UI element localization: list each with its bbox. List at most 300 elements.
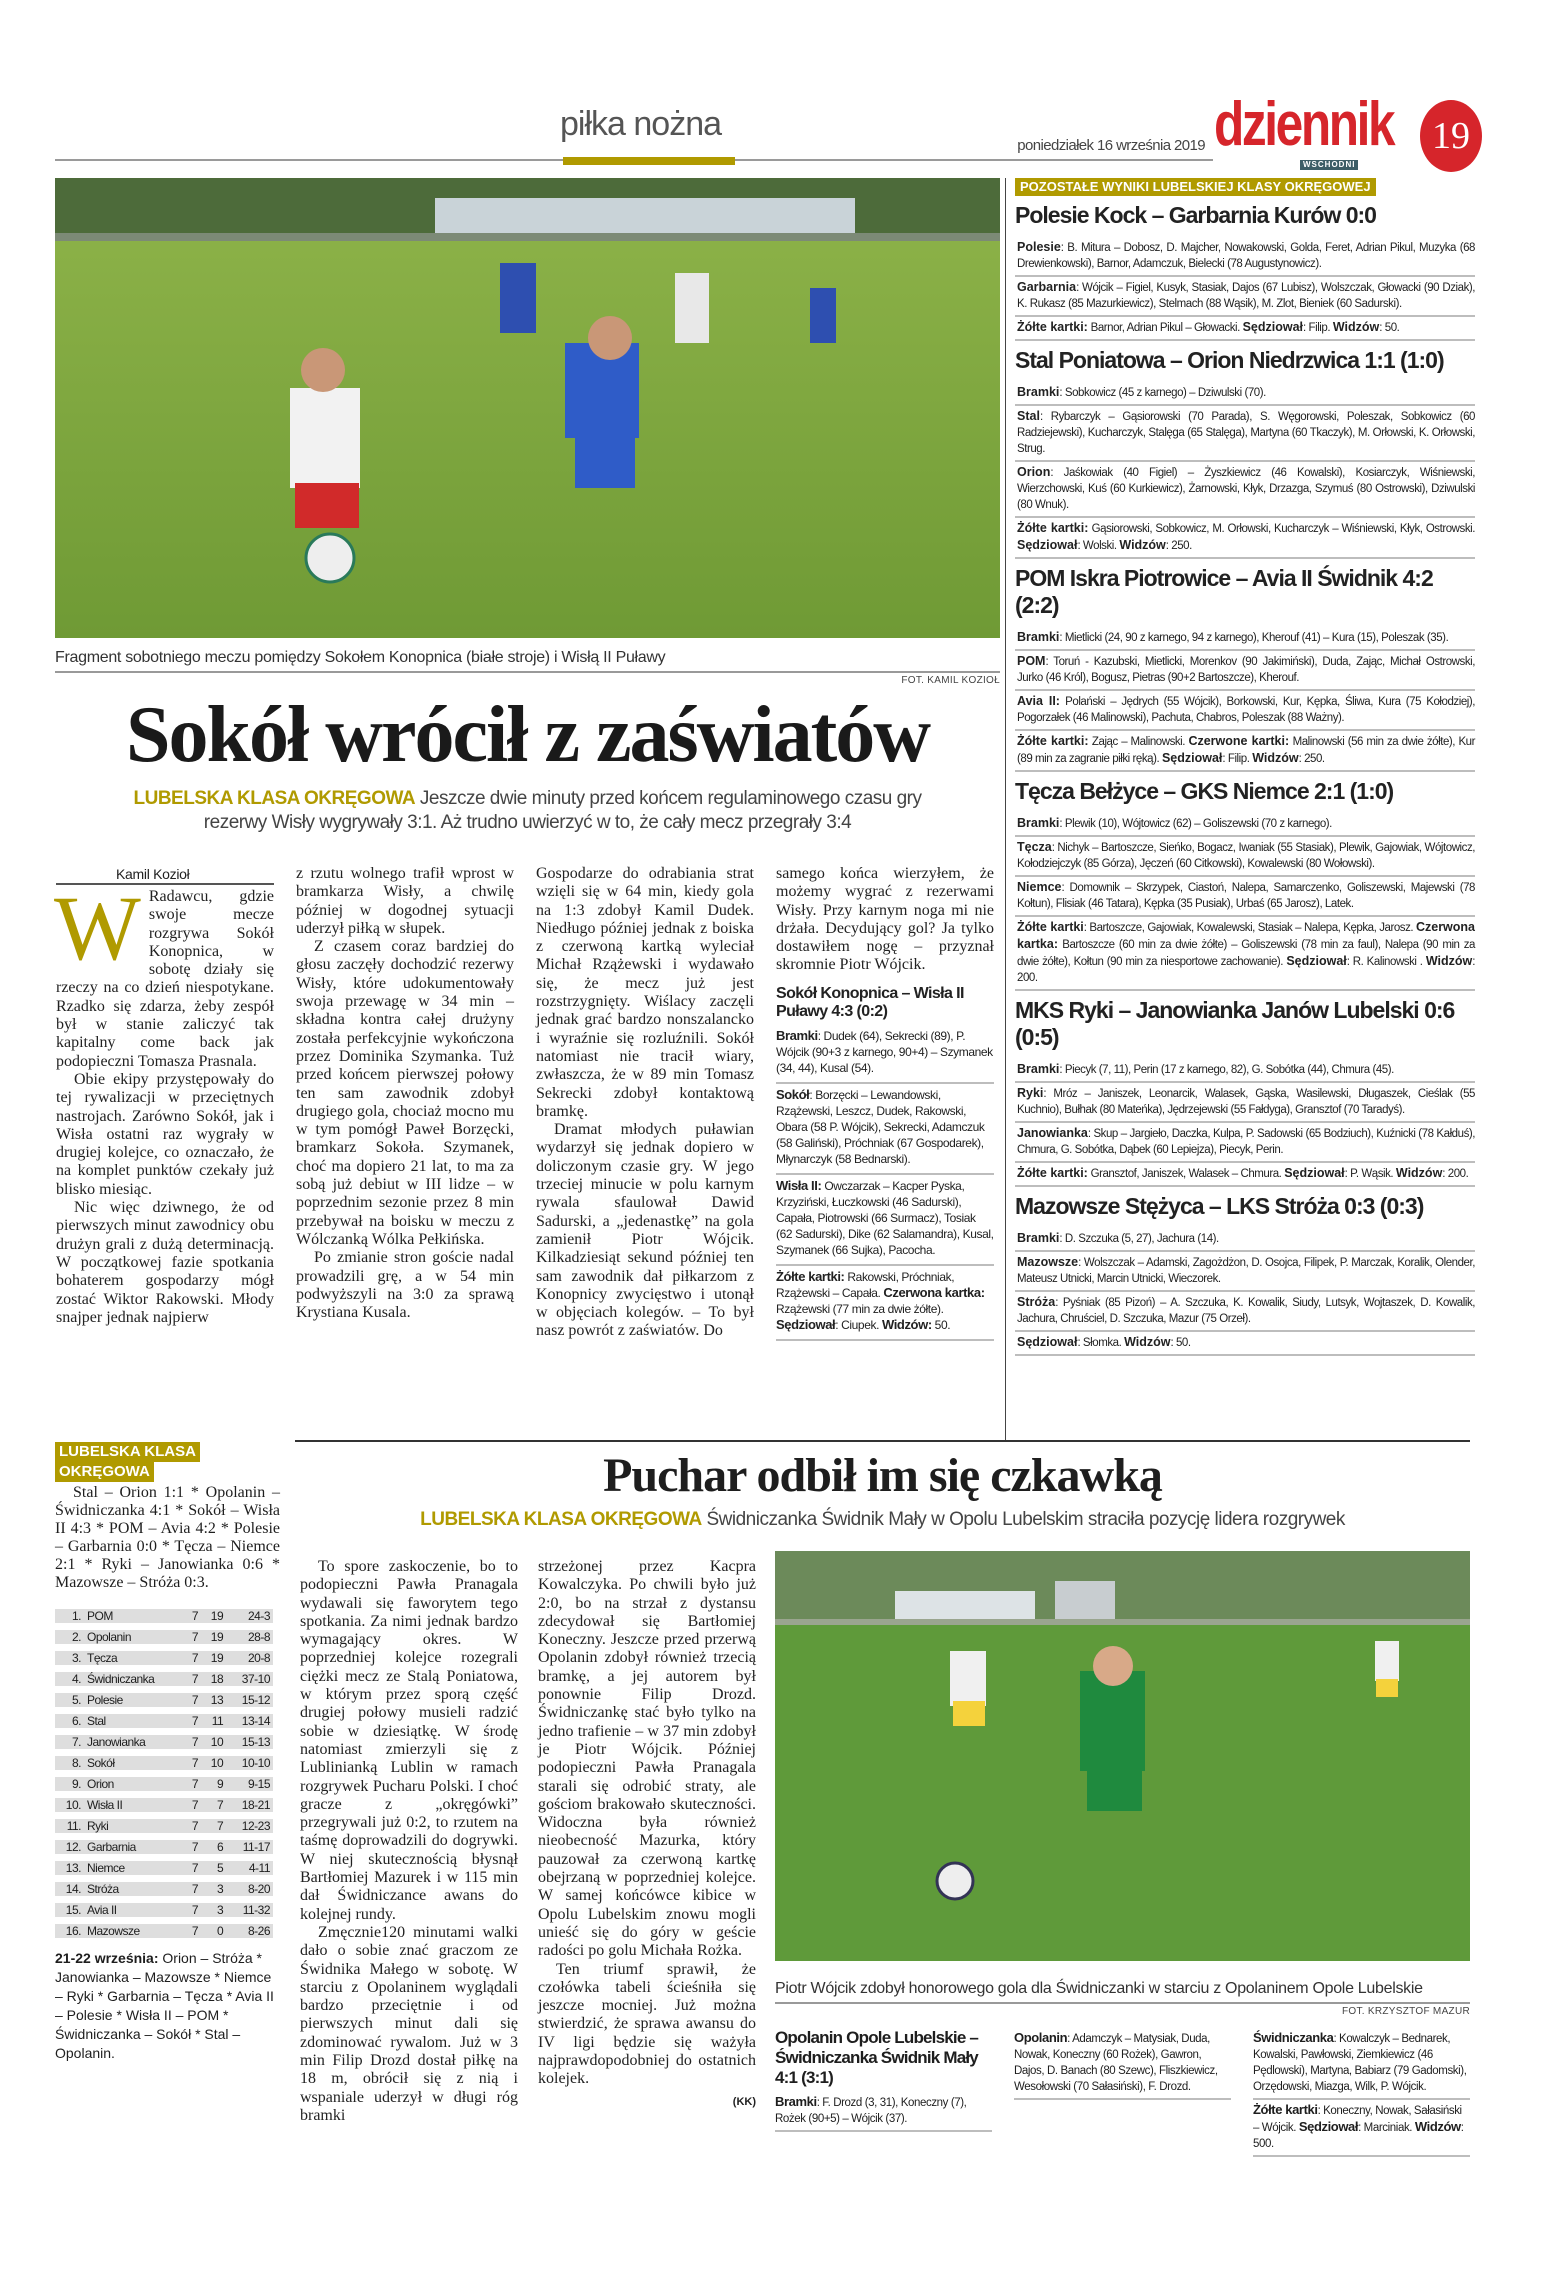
article2-column-2 (538, 1558, 756, 2109)
deck-kicker: LUBELSKA KLASA OKRĘGOWA (133, 788, 416, 809)
detail-label: Bramki (1017, 816, 1060, 830)
match-detail-line (776, 1025, 994, 1084)
detail-label: Sędziował (1242, 320, 1304, 334)
detail-label: Garbarnia (1017, 280, 1077, 294)
detail-text: Barnor, Adrian Pikul – Głowacki. (1087, 322, 1243, 334)
cell-points: 3 (201, 1882, 226, 1896)
match-report-box (776, 985, 994, 1341)
match-result (1015, 347, 1475, 559)
detail-label: Stal (1017, 409, 1040, 423)
detail-label: Widzów (1332, 320, 1380, 334)
detail-text: Malinowski (56 min za dwie żółte), Kur (89 min za zagranie piłki ręką). (1017, 736, 1476, 765)
paragraph-text: Radawcu, gdzie swoje mecze rozgrywa Sokół Konopnica, w sobotę działy się rzeczy na co dzień niespotykane. Rzadko się zdarza, żeby zespół był w stanie zaliczyć tak kapitalny come back jak podopieczni Tomasza Prasnala. (56, 888, 274, 1070)
detail-label: Żółte kartki: (1017, 521, 1089, 535)
detail-label: Czerwona kartka: (1017, 920, 1476, 951)
cell-team: Sokół (84, 1756, 184, 1770)
caption-divider (775, 2002, 1470, 2004)
cell-team: Garbarnia (84, 1840, 184, 1854)
detail-label: Widzów (1395, 1166, 1443, 1180)
match-detail-line (1015, 1228, 1475, 1252)
match-report-box-2 (775, 2028, 1470, 2157)
newspaper-logo: dziennik (1214, 90, 1394, 159)
match-result (1015, 202, 1475, 341)
match-result (1015, 1193, 1475, 1356)
deck-text: Świdniczanka Świdnik Mały w Opolu Lubelskim straciła pozycję lidera rozgrywek (701, 1509, 1345, 1530)
detail-text: : Ciupek. (835, 1317, 882, 1332)
detail-label: Sędziował (1017, 1335, 1078, 1349)
issue-date: poniedziałek 16 września 2019 (1017, 137, 1205, 154)
cell-goals: 10-10 (226, 1756, 273, 1770)
cell-games: 7 (184, 1693, 201, 1707)
photo-credit: FOT. KAMIL KOZIOŁ (901, 675, 1000, 686)
match-detail-line (775, 2092, 992, 2132)
cell-goals: 18-21 (226, 1798, 273, 1812)
cell-position: 11. (55, 1819, 84, 1833)
detail-label: Avia II: (1017, 694, 1060, 708)
cell-games: 7 (184, 1924, 201, 1938)
next-round-text: Orion – Stróża * Janowianka – Mazowsze * Niemce – Ryki * Garbarnia – Tęcza * Avia II – Polesie * Wisła II – POM * Świdniczanka – Sokół * Stal – Opolanin. (55, 1950, 274, 2061)
cell-team: Opolanin (84, 1630, 184, 1644)
paragraph: Zmęcznie120 minutami walki dało o sobie znać graczom ze Świdnika Małego w sobotę. W starciu z Opolaninem wyglądali bardzo przeciętnie i od pierwszych minut dali się zdominować rywalom. Już w 3 min Filip Drozd dostał piłkę na 18 m, obrócił się z nią i wspaniale uderzył w długi róg bramki (300, 1923, 518, 2124)
table-row (55, 1903, 273, 1917)
detail-text: 50. (931, 1317, 951, 1332)
cell-position: 5. (55, 1693, 84, 1707)
match-result (1015, 778, 1475, 991)
detail-text: : F. Drozd (3, 31), Koneczny (7), Rożek (90+5) – Wójcik (37). (775, 2097, 967, 2125)
detail-label: Czerwone kartki: (1188, 734, 1290, 748)
cell-team: Stal (84, 1714, 184, 1728)
cell-goals: 20-8 (226, 1651, 273, 1665)
detail-label: Żółte kartki: (776, 1268, 845, 1284)
article-column-3 (536, 865, 754, 1341)
cell-games: 7 (184, 1798, 201, 1812)
cell-goals: 13-14 (226, 1714, 273, 1728)
cell-games: 7 (184, 1861, 201, 1875)
article-column-1 (56, 865, 274, 1327)
article2-photo-block (775, 1558, 1470, 2157)
detail-label: Widzów (1252, 751, 1299, 765)
match-photo-sokol-wisla (55, 178, 1000, 638)
detail-text: Polański – Jędrych (55 Wójcik), Borkowski, Kur, Kępka, Śliwa, Kura (75 Kołodziej), Pogorzałek (46 Malinowski), Pachuta, Chabros, Poleszak (88 Ważny). (1017, 696, 1475, 724)
detail-text: : Sobkowicz (45 z karnego) – Dziwulski (70). (1059, 387, 1266, 399)
detail-label: Orion (1017, 465, 1051, 479)
deck-text: Jeszcze dwie minuty przed końcem regulaminowego czasu gry rezerwy Wisły wygrywały 3:1. Aż trudno uwierzyć w to, że cały mecz przegrały 3:4 (203, 788, 922, 833)
match-detail-line (1015, 237, 1475, 277)
photo-caption: Fragment sobotniego meczu pomiędzy Sokołem Konopnica (białe stroje) i Wisłą II Puławy (55, 649, 666, 666)
detail-text: : Nichyk – Bartoszcze, Sieńko, Bogacz, Iwaniak (55 Stasiak), Plewik, Gajowiak, Wójtowicz, Kołodziejczyk (85 Górza), Jęczeń (60 Citkowski), Kowalewski (80 Wołowski). (1017, 842, 1475, 870)
paragraph: Nic więc dziwnego, że od pierwszych minut zawodnicy obu drużyn grali z dużą determinacją. W początkowej fazie spotkania bohaterem gospodarzy mógł zostać Wiktor Rakowski. Młody snajper jednak najpierw (56, 1199, 274, 1326)
other-results-panel (1015, 178, 1475, 1356)
match-title: Stal Poniatowa – Orion Niedrzwica 1:1 (1:0) (1015, 347, 1444, 373)
detail-text: Owczarzak – Kacper Pyska, Krzyziński, Łuczkowski (46 Sadurski), Capała, Piotrowski (66 Surmacz), Tosiak (62 Sadurski), Dike (62 Salamandra), Kusal, Szymanek (66 Sujka), Pacocha. (776, 1178, 994, 1257)
match-detail-line (1015, 651, 1475, 691)
cell-points: 7 (201, 1798, 226, 1812)
detail-text: : 200. (1017, 956, 1475, 984)
cell-position: 13. (55, 1861, 84, 1875)
match-title: Polesie Kock – Garbarnia Kurów 0:0 (1015, 202, 1376, 228)
detail-label: Bramki (775, 2094, 817, 2109)
table-row (55, 1735, 273, 1749)
cell-team: Niemce (84, 1861, 184, 1875)
cell-points: 19 (201, 1651, 226, 1665)
detail-label: Żółte kartki: (1017, 734, 1089, 748)
detail-text: Gąsiorowski, Sobkowicz, M. Orłowski, Kucharczyk – Wiśniewski, Kłyk, Ostrowski. (1088, 523, 1475, 535)
detail-text: : P. Wąsik. (1344, 1168, 1396, 1180)
cell-games: 7 (184, 1672, 201, 1686)
article2-column-1 (300, 1558, 518, 2125)
detail-text: : Rybarczyk – Gąsiorowski (70 Parada), S. Węgorowski, Poleszak, Sobkowicz (60 Radziejewski), Kucharczyk, Stalęga (65 Stalęga), Martyna (60 Tkaczyk), M. Orłowski, K. Orłowski, Strug. (1017, 411, 1475, 455)
photo-image (775, 1551, 1470, 1961)
detail-label: Sędziował (1017, 538, 1078, 552)
detail-text: Bartoszcze (60 min za dwie żółte) – Goliszewski (78 min za faul), Nalepa (90 min za dwie żółte), Kołtun (90 min za niesportowe zachowanie). (1017, 939, 1475, 968)
detail-label: Świdniczanka (1253, 2030, 1334, 2045)
detail-text: : D. Szczuka (5, 27), Jachura (14). (1059, 1233, 1219, 1245)
cell-position: 7. (55, 1735, 84, 1749)
table-row (55, 1609, 273, 1623)
cell-position: 6. (55, 1714, 84, 1728)
cell-team: Polesie (84, 1693, 184, 1707)
detail-text: : 200. (1442, 1168, 1469, 1180)
detail-text: : Jaśkowiak (40 Figiel) – Żyszkiewicz (46 Kowalski), Kosiarczyk, Wiśniewski, Wierzchowski, Kuś (60 Kurkiewicz), Żarnowski, Kłyk, Drzazga, Szymuś (80 Ostrowski), Dziwulski (80 Wnuk). (1017, 467, 1475, 511)
cell-games: 7 (184, 1777, 201, 1791)
detail-text: : Mietlicki (24, 90 z karnego, 94 z karnego), Kherouf (41) – Kura (15), Poleszak (35). (1059, 632, 1449, 644)
section-title: piłka nożna (560, 105, 722, 143)
cell-position: 3. (55, 1651, 84, 1665)
detail-text: Gransztof, Janiszek, Walasek – Chmura. (1087, 1168, 1285, 1180)
paragraph: Z czasem coraz bardziej do głosu zaczęły dochodzić rezerwy Wisły, które udokumentowały swoja przewagę w 34 min – składna kontra całej drużyny została perfekcyjnie wykończona przez Dominika Szymanka. Tuż przed końcem pierwszej połowy ten sam zawodnik zdobył drugiego gola, chociaż mocno mu w tym pomógł Paweł Borzęcki, bramkarz Sokoła. Szymanek, choć ma dopiero 21 lat, to ma za sobą już debiut w III lidze – w poprzednim sezonie przez 8 min przebywał na boisku w meczu z Wólczanką Wólka Pełkińska. (296, 938, 514, 1248)
table-row (55, 1924, 273, 1938)
match-detail-line (1015, 462, 1475, 518)
cell-games: 7 (184, 1903, 201, 1917)
article-columns (55, 865, 1000, 1341)
sidebar-band: LUBELSKA KLASA (55, 1442, 200, 1462)
match-detail-line (1015, 406, 1475, 462)
match-detail-line (1015, 691, 1475, 731)
detail-text: : Piecyk (7, 11), Perin (17 z karnego, 82), G. Sobótka (44), Chmura (45). (1059, 1064, 1394, 1076)
page-number: 19 (1420, 100, 1482, 172)
paragraph: Obie ekipy przystępowały do tej rywalizacji w przeciętnych nastrojach. Zarówno Sokół, jak i Wisła ostatni raz wygrały w drugiej kolejce, co oznaczało, że na komplet punktów czekały już blisko miesiąc. (56, 1070, 274, 1198)
table-row (55, 1756, 273, 1770)
cell-team: Orion (84, 1777, 184, 1791)
detail-text: : B. Mitura – Dobosz, D. Majcher, Nowakowski, Golda, Feret, Adrian Pikul, Muzyka (68 Drewienkowski), Barnor, Adamczuk, Bielecki (78 Augustynowicz). (1017, 242, 1475, 270)
detail-label: Widzów (1425, 954, 1473, 968)
detail-label: Żółte kartki: (1017, 1166, 1088, 1180)
cell-team: Stróża (84, 1882, 184, 1896)
detail-text: : Filip. (1303, 322, 1333, 334)
cell-games: 7 (184, 1609, 201, 1623)
detail-label: Widzów: (881, 1316, 932, 1332)
match-detail-line (1015, 277, 1475, 317)
match-detail-line (1014, 2028, 1231, 2100)
match-title: POM Iskra Piotrowice – Avia II Świdnik 4:2 (2:2) (1015, 565, 1433, 618)
caption-divider (55, 671, 1000, 673)
cell-position: 12. (55, 1840, 84, 1854)
cell-points: 10 (201, 1735, 226, 1749)
table-row (55, 1693, 273, 1707)
paragraph: strzeżonej przez Kacpra Kowalczyka. Po chwili było już 2:0, bo na strzał z dystansu zdecydował się Bartłomiej Koneczny. Jeszcze przed przerwą Opolanin zdobył również trzecią bramkę, a jej autorem był ponownie Filip Drozd. Świdniczankę stać było tylko na jedno trafienie – w 37 min zdobył je Piotr Wójcik. Później podopieczni Pawła Pranagala starali się odrobić straty, ale gościom brakowało skuteczności. Widoczna była również nieobecność Mazurka, który pauzował za czerwoną kartkę obejrzaną w poprzedniej kolejce. W samej końcówce kibice w Opolu Lubelskim znowu mogli unieść się do góry w geście radości po golu Michała Rożka. (538, 1558, 756, 1960)
photo2-credit: FOT. KRZYSZTOF MAZUR (1341, 2006, 1470, 2017)
match-detail-line (1015, 1252, 1475, 1292)
detail-text: : Toruń - Kazubski, Mietlicki, Morenkov (90 Jakimiński), Duda, Zając, Michał Ostrowski, Jurko (46 Król), Bogusz, Pietras (90+2 Bartoszcze), Kherouf. (1017, 656, 1475, 684)
detail-label: Polesie (1017, 240, 1061, 254)
cell-points: 5 (201, 1861, 226, 1875)
cell-team: Świdniczanka (84, 1672, 184, 1686)
drop-cap: W (54, 877, 141, 979)
cell-team: Ryki (84, 1819, 184, 1833)
detail-text: : Koneczny, Nowak, Sałasiński – Wójcik. (1253, 2105, 1462, 2134)
newspaper-logo-sub: WSCHODNI (1300, 160, 1358, 170)
paragraph: samego końca wierzyłem, że możemy wygrać z rezerwami Wisły. Przy karnym noga mi nie drżała. Decydujący gol? Ja tylko dostawiłem nogę – przyznał skromnie Piotr Wójcik. (776, 865, 994, 974)
cell-goals: 12-23 (226, 1819, 273, 1833)
detail-label: Sędziował (1286, 954, 1347, 968)
cell-position: 10. (55, 1798, 84, 1812)
detail-label: Janowianka (1017, 1126, 1088, 1140)
detail-label: Sędziował (1298, 2119, 1359, 2134)
article-headline: Sokół wrócił z zaświatów (125, 691, 929, 779)
match-title: Sokół Konopnica – Wisła II Puławy 4:3 (0:2) (776, 984, 964, 1020)
match-result (1015, 565, 1475, 772)
cell-points: 10 (201, 1756, 226, 1770)
article-deck (100, 787, 955, 835)
detail-text: : 50. (1170, 1337, 1191, 1349)
cell-goals: 24-3 (226, 1609, 273, 1623)
cell-team: Mazowsze (84, 1924, 184, 1938)
match-detail-line (1015, 1332, 1475, 1356)
match-detail-line (1015, 731, 1475, 772)
detail-text: : Marciniak. (1358, 2122, 1415, 2134)
detail-label: Stróża (1017, 1295, 1056, 1309)
detail-label: Sokół (776, 1086, 810, 1102)
paragraph: Po zmianie stron goście nadal prowadzili grę, a w 54 min podwyższyli na 3:0 za sprawą Krystiana Kusala. (296, 1249, 514, 1322)
table-row (55, 1819, 273, 1833)
match-detail-line (1253, 2100, 1470, 2157)
cell-goals: 8-20 (226, 1882, 273, 1896)
detail-label: Widzów (1124, 1335, 1171, 1349)
detail-label: Widzów (1119, 538, 1166, 552)
detail-text: Zając – Malinowski. (1088, 736, 1189, 748)
detail-text: : Skup – Jargieło, Daczka, Kulpa, P. Sadowski (65 Bodziuch), Kuźnicki (78 Kałduś), Chmura, G. Sobótka, Dąbek (60 Lepiejza), Piecyk, Perin. (1017, 1128, 1475, 1156)
table-row (55, 1840, 273, 1854)
cell-position: 8. (55, 1756, 84, 1770)
table-row (55, 1861, 273, 1875)
cell-points: 0 (201, 1924, 226, 1938)
cell-goals: 15-13 (226, 1735, 273, 1749)
cell-games: 7 (184, 1756, 201, 1770)
detail-text: : R. Kalinowski . (1346, 956, 1426, 968)
match-detail-line (776, 1175, 994, 1266)
next-round (55, 1949, 280, 2063)
cell-position: 2. (55, 1630, 84, 1644)
cell-games: 7 (184, 1714, 201, 1728)
match-detail-line (1015, 317, 1475, 341)
detail-label: Widzów (1414, 2119, 1461, 2134)
detail-label: POM (1017, 654, 1046, 668)
paragraph: To spore zaskoczenie, bo to podopieczni Pawła Pranagala wydawali się faworytem tego spotkania. Za nimi jednak bardzo wymagający okres. W poprzedniej kolejce rozegrali ciężki mecz ze Stalą Poniatowa, w którym przez sporą część drugiej połowy musieli radzić sobie w dziesiątkę. W środę natomiast zmierzyli się z Lublinianką Lublin w ramach rozgrywek Pucharu Polski. I choć gracze z „okręgówki” przegrywali już 0:2, to rzutem na taśmę doprowadzili do dogrywki. W niej skutecznością błysnął Bartłomiej Mazurek i w 115 min dał Świdniczance awans do kolejnej rundy. (300, 1558, 518, 1923)
cell-goals: 28-8 (226, 1630, 273, 1644)
detail-text: : 500. (1253, 2122, 1464, 2150)
match-detail-line (1015, 627, 1475, 651)
cell-goals: 11-17 (226, 1840, 273, 1854)
article-column-2 (296, 865, 514, 1322)
detail-text: : 250. (1298, 753, 1325, 765)
detail-text: : Wójcik – Figiel, Kusyk, Stasiak, Dajos (67 Lubisz), Wolszczak, Głowacki (90 Dziak), K. Rukasz (85 Mazurkiewicz), Stelmach (88 Wąsik), M. Zlot, Bieniek (60 Sadurski). (1017, 282, 1475, 310)
cell-team: POM (84, 1609, 184, 1623)
match-detail-line (776, 1084, 994, 1175)
table-row (55, 1798, 273, 1812)
detail-label: Sędziował (776, 1316, 836, 1332)
cell-points: 19 (201, 1630, 226, 1644)
detail-text: : Wolski. (1077, 540, 1120, 552)
paragraph: Dramat młodych puławian wydarzył się jednak dopiero w doliczonym czasie gry. W jego trzeciej minucie w polu karnym rywala sfaulował Dawid Sadurski, a „jedenastkę” na gola zamienił Piotr Wójcik. Kilkadziesiąt sekund później ten sam zawodnik dał piłkarzom z Konopnicy zwycięstwo i utonął w objęciach kolegów. – To był nasz powrót z zaświatów. Do (536, 1121, 754, 1340)
detail-text: : Filip. (1222, 753, 1253, 765)
paragraph: z rzutu wolnego trafił wprost w bramkarza Wisły, a chwilę później w dogodnej sytuacji uderzył piłką w słupek. (296, 865, 514, 937)
cell-points: 18 (201, 1672, 226, 1686)
detail-text: : Domownik – Skrzypek, Ciastoń, Nalepa, Samarczenko, Goliszewski, Majewski (78 Kołtun), Flisiak (46 Tatara), Kępka (35 Pusiak), Urbaś (65 Jarosz), Latek. (1017, 882, 1475, 910)
cell-team: Avia II (84, 1903, 184, 1917)
cell-games: 7 (184, 1882, 201, 1896)
match-detail-line (1015, 877, 1475, 917)
column-divider (1005, 178, 1006, 1440)
detail-text: : Pyśniak (85 Pizoń) – A. Szczuka, K. Kowalik, Siudy, Lutsyk, Wojtaszek, D. Kowalik, Jachura, Chruściel, D. Szczuka, Mazur (75 Orzeł). (1017, 1297, 1475, 1325)
cell-goals: 8-26 (226, 1924, 273, 1938)
match-detail-line (1015, 518, 1475, 559)
match-title: Tęcza Bełżyce – GKS Niemce 2:1 (1:0) (1015, 778, 1394, 804)
detail-label: Bramki (1017, 1062, 1060, 1076)
cell-points: 7 (201, 1819, 226, 1833)
article2 (295, 1448, 1470, 2157)
detail-label: Sędziował (1161, 751, 1223, 765)
detail-text: Rzążewski (77 min za dwie żółte). (776, 1301, 944, 1316)
cell-games: 7 (184, 1819, 201, 1833)
match-detail-line (1015, 1163, 1475, 1187)
detail-text: : Adamczyk – Matysiak, Duda, Nowak, Koneczny (60 Rożek), Gawron, Dajos, D. Banach (80 Szewc), Fliszkiewicz, Wesołowski (70 Sałasiński), F. Drozd. (1014, 2033, 1218, 2093)
cell-goals: 9-15 (226, 1777, 273, 1791)
author-signature: (KK) (732, 2095, 756, 2108)
cell-goals: 15-12 (226, 1693, 273, 1707)
cell-position: 16. (55, 1924, 84, 1938)
paragraph (54, 877, 274, 1071)
photo-image (55, 178, 1000, 638)
league-table (55, 1602, 273, 1945)
cell-team: Wisła II (84, 1798, 184, 1812)
match-detail-line (1253, 2028, 1470, 2100)
detail-label: Tęcza (1017, 840, 1052, 854)
cell-goals: 37-10 (226, 1672, 273, 1686)
match-title: Opolanin Opole Lubelskie – Świdniczanka Świdnik Mały 4:1 (3:1) (775, 2028, 979, 2087)
match-photo-opolanin (775, 1551, 1470, 1961)
table-row (55, 1714, 273, 1728)
detail-text: : Plewik (10), Wójtowicz (62) – Goliszewski (70 z karnego). (1059, 818, 1332, 830)
detail-label: Czerwona kartka: (883, 1284, 985, 1300)
match-title: MKS Ryki – Janowianka Janów Lubelski 0:6 (0:5) (1015, 997, 1455, 1050)
cell-points: 9 (201, 1777, 226, 1791)
match-detail-line (1015, 1292, 1475, 1332)
match-result (1015, 997, 1475, 1187)
cell-goals: 4-11 (226, 1861, 273, 1875)
cell-points: 13 (201, 1693, 226, 1707)
detail-label: Niemce (1017, 880, 1062, 894)
match-detail-line (1015, 1059, 1475, 1083)
results-band: POZOSTAŁE WYNIKI LUBELSKIEJ KLASY OKRĘGOWEJ (1015, 178, 1376, 196)
match-detail-line (776, 1266, 994, 1341)
table-row (55, 1672, 273, 1686)
article2-headline: Puchar odbił im się czkawką (603, 1449, 1162, 1502)
detail-label: Sędziował (1284, 1166, 1345, 1180)
detail-text: : Słomka. (1077, 1337, 1125, 1349)
detail-label: Ryki (1017, 1086, 1044, 1100)
match-detail-line (1015, 837, 1475, 877)
article-column-4 (776, 865, 994, 1341)
section-accent-bar (563, 157, 735, 165)
cell-games: 7 (184, 1735, 201, 1749)
byline: Kamil Kozioł (56, 865, 274, 885)
cell-position: 4. (55, 1672, 84, 1686)
section-divider (295, 1440, 1470, 1442)
cell-team: Janowianka (84, 1735, 184, 1749)
cell-points: 11 (201, 1714, 226, 1728)
match-detail-line (1015, 917, 1475, 991)
cell-position: 15. (55, 1903, 84, 1917)
detail-label: Żółte kartki (1253, 2102, 1318, 2117)
cell-position: 1. (55, 1609, 84, 1623)
match-detail-line (1015, 1083, 1475, 1123)
detail-text: : Wolszczak – Adamski, Zagożdżon, D. Osojca, Filipek, P. Marczak, Koralik, Olender, Mateusz Utnicki, Marcin Utnicki, Wieczorek. (1017, 1257, 1475, 1285)
cell-games: 7 (184, 1651, 201, 1665)
cell-position: 9. (55, 1777, 84, 1791)
match-detail-line (1015, 1123, 1475, 1163)
detail-text: : Mróz – Janiszek, Leonarcik, Walasek, Gąska, Wasilewski, Długaszek, Cieślak (55 Kuchnio), Bułhak (80 Mateńka), Jędrzejewski (55 Fałdyga), Gransztof (70 Taradyś). (1017, 1088, 1475, 1116)
results-list (1015, 202, 1475, 1356)
deck-kicker: LUBELSKA KLASA OKRĘGOWA (420, 1509, 702, 1530)
cell-points: 19 (201, 1609, 226, 1623)
detail-label: Bramki (1017, 1231, 1060, 1245)
match-detail-line (1015, 382, 1475, 406)
cell-games: 7 (184, 1840, 201, 1854)
article2-deck (295, 1508, 1470, 1532)
paragraph: Gospodarze do odrabiania strat wzięli się w 64 min, kiedy gola na 1:3 zdobył Kamil Dudek. Niedługo później jednak z boiska z czerwoną kartką wyleciał Michał Rzążewski i wydawało się, że mecz już jest rozstrzygnięty. Wiślacy zaczęli jednak grać bardzo nonszalancko i wyraźnie się rozluźnili. Sokół natomiast nie tracił wiary, zwłaszcza, że w 89 min Tomasz Sekrecki zdobył kontaktową bramkę. (536, 865, 754, 1120)
cell-position: 14. (55, 1882, 84, 1896)
article2-body (295, 1558, 1470, 2157)
cell-games: 7 (184, 1630, 201, 1644)
cell-points: 3 (201, 1903, 226, 1917)
cell-team: Tęcza (84, 1651, 184, 1665)
cell-goals: 11-32 (226, 1903, 273, 1917)
detail-text: : Kowalczyk – Bednarek, Kowalski, Pawłowski, Ziemkiewicz (46 Pędlowski), Martyna, Babiarz (79 Gadomski), Orzędowski, Miazga, Wilk, P. Wójcik. (1253, 2033, 1467, 2093)
match-title: Mazowsze Stężyca – LKS Stróża 0:3 (0:3) (1015, 1193, 1424, 1219)
sidebar-band: OKRĘGOWA (55, 1462, 154, 1482)
cell-points: 6 (201, 1840, 226, 1854)
photo2-caption: Piotr Wójcik zdobył honorowego gola dla Świdniczanki w starciu z Opolaninem Opole Lubelskie (775, 1980, 1423, 1997)
detail-label: Wisła II: (776, 1177, 822, 1193)
table-row (55, 1882, 273, 1896)
detail-label: Bramki (1017, 385, 1060, 399)
match-detail-line (1015, 813, 1475, 837)
table-row (55, 1651, 273, 1665)
detail-label: Bramki (776, 1027, 818, 1043)
detail-text: Rakowski, Próchniak, Rzążewski – Capała. (776, 1269, 955, 1300)
table-row (55, 1777, 273, 1791)
detail-text: : Borzęcki – Lewandowski, Rzążewski, Leszcz, Dudek, Rakowski, Obara (58 P. Wójcik), Sekrecki, Adamczuk (58 Galiński), Próchniak (67 Gospodarek), Młynarczyk (58 Bednarski). (776, 1087, 985, 1166)
detail-label: Mazowsze (1017, 1255, 1079, 1269)
detail-text: : Dudek (64), Sekrecki (89), P. Wójcik (90+3 z karnego, 90+4) – Szymanek (34, 44), Kusal (54). (776, 1028, 993, 1075)
round-summary: Stal – Orion 1:1 * Opolanin – Świdniczanka 4:1 * Sokół – Wisła II 4:3 * POM – Avia 4:2 * Polesie – Garbarnia 0:0 * Tęcza – Niemce 2:1 * Ryki – Janowianka 0:6 * Mazowsze – Stróża 0:3. (55, 1484, 280, 1591)
detail-text: : 250. (1165, 540, 1192, 552)
paragraph: Ten triumf sprawił, że czołówka tabeli ścieśniła się jeszcze mocniej. Już można stwierdzić, że sprawa awansu do IV ligi będzie się ważyła najprawdopodobniej do ostatnich kolejek. (538, 1960, 756, 2088)
detail-text: : 50. (1379, 322, 1400, 334)
table-row (55, 1630, 273, 1644)
detail-label: Żółte kartki (1017, 920, 1084, 934)
next-round-label: 21-22 września: (55, 1950, 159, 1966)
